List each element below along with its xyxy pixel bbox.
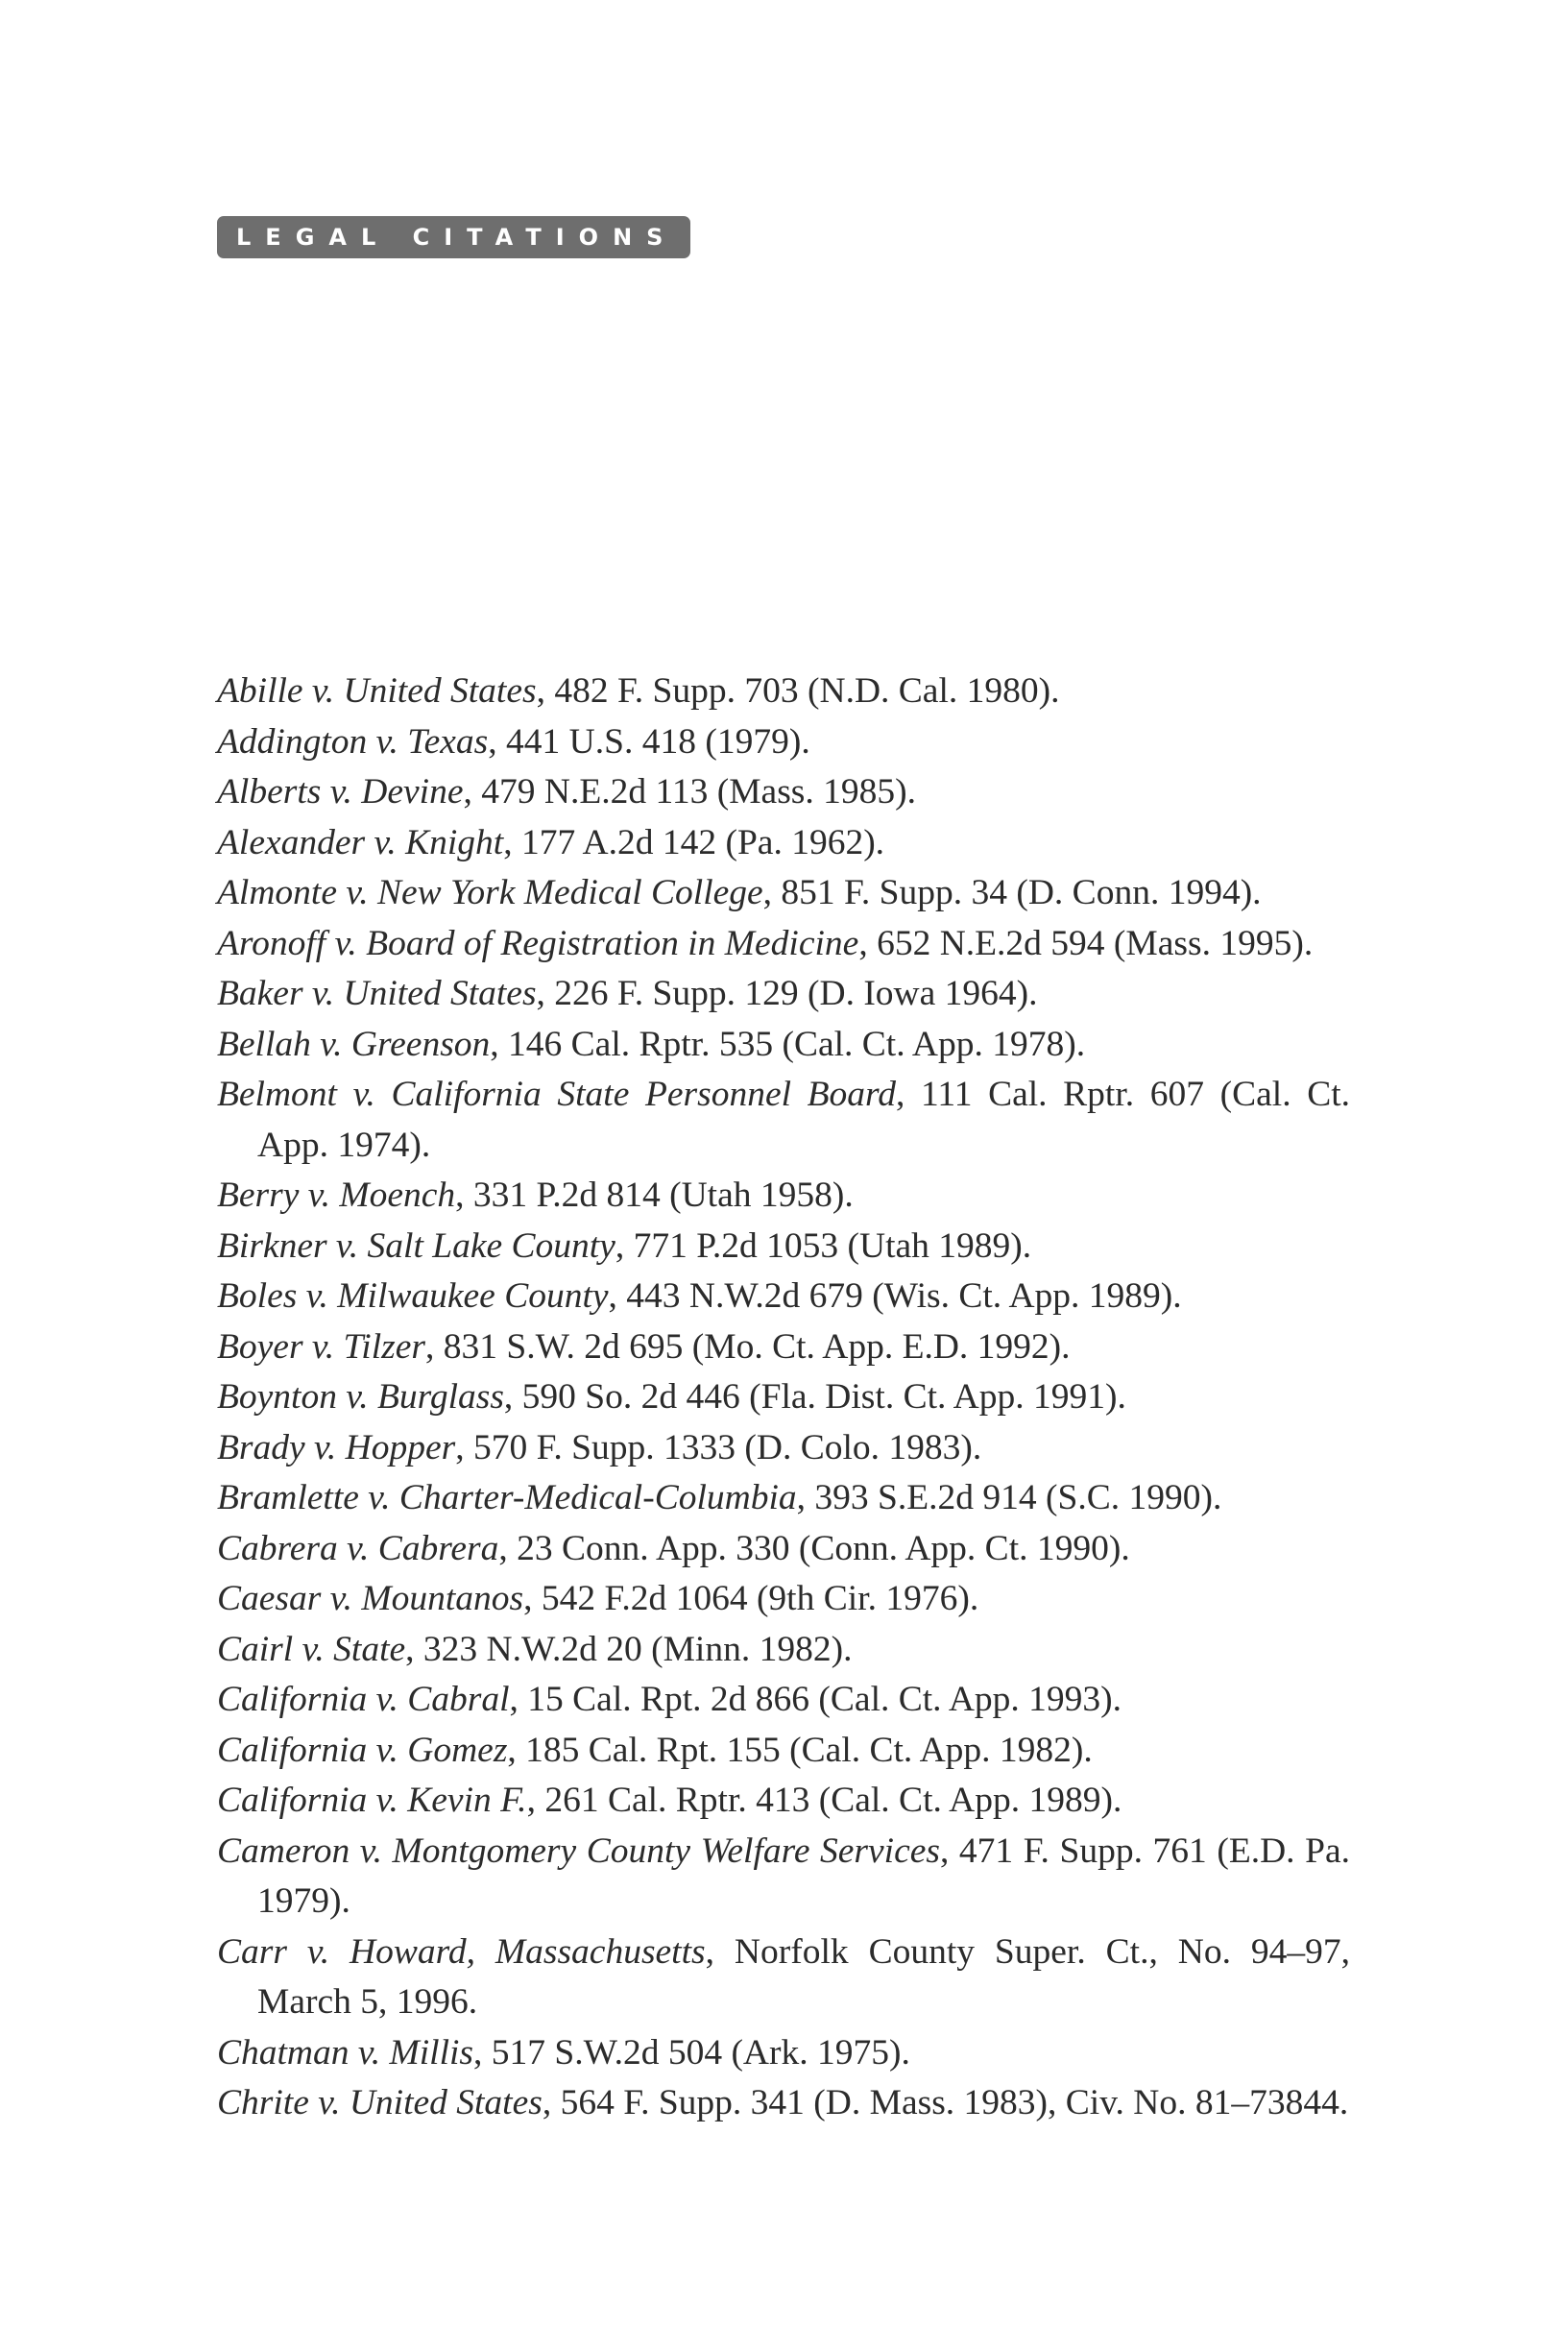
case-name: Brady v. Hopper (217, 1427, 456, 1467)
case-name: Alexander v. Knight (217, 822, 504, 862)
case-reference: , 851 F. Supp. 34 (D. Conn. 1994). (762, 873, 1262, 912)
citation-item (217, 1928, 1350, 2028)
citation-item (217, 2028, 1350, 2079)
citation-item (217, 1372, 1350, 1423)
case-name: California v. Kevin F. (217, 1781, 527, 1820)
citation-item (217, 717, 1350, 768)
citation-item (217, 1020, 1350, 1071)
case-name: Caesar v. Mountanos (217, 1579, 524, 1618)
citation-item (217, 767, 1350, 818)
case-reference: , 185 Cal. Rpt. 155 (Cal. Ct. App. 1982). (507, 1730, 1093, 1770)
case-name: Addington v. Texas (217, 721, 489, 762)
case-reference: , 570 F. Supp. 1333 (D. Colo. 1983). (455, 1427, 982, 1467)
case-name: Aronoff v. Board of Registration in Medicine (217, 923, 859, 963)
case-reference: , 564 F. Supp. 341 (D. Mass. 1983), Civ. No. 81–73844. (542, 2083, 1349, 2122)
citation-item (217, 1524, 1350, 1575)
case-reference: , 441 U.S. 418 (1979). (488, 721, 810, 762)
case-reference: , 323 N.W.2d 20 (Minn. 1982). (405, 1629, 853, 1669)
citation-item (217, 1322, 1350, 1373)
case-reference: , 23 Conn. App. 330 (Conn. App. Ct. 1990). (498, 1528, 1130, 1568)
case-name: Cameron v. Montgomery County Welfare Services (217, 1831, 940, 1871)
case-reference: , 590 So. 2d 446 (Fla. Dist. Ct. App. 1991). (503, 1377, 1126, 1417)
citation-list (217, 667, 1350, 2129)
case-name: California v. Cabral (217, 1680, 510, 1719)
case-name: Baker v. United States (217, 974, 537, 1013)
case-name: Chrite v. United States (217, 2083, 543, 2122)
citation-item (217, 868, 1350, 919)
case-name: Bellah v. Greenson (217, 1024, 491, 1064)
case-reference: , 111 Cal. Rptr. 607 (Cal. Ct. App. 1974). (257, 1075, 1350, 1165)
case-reference: , 15 Cal. Rpt. 2d 866 (Cal. Ct. App. 1993). (509, 1680, 1122, 1719)
citation-item (217, 1272, 1350, 1322)
case-reference: , 226 F. Supp. 129 (D. Iowa 1964). (536, 974, 1038, 1013)
case-reference: , 443 N.W.2d 679 (Wis. Ct. App. 1989). (608, 1276, 1182, 1316)
citation-item (217, 818, 1350, 869)
citation-item (217, 1675, 1350, 1726)
citation-item (217, 919, 1350, 970)
case-reference: , 146 Cal. Rptr. 535 (Cal. Ct. App. 1978). (490, 1024, 1086, 1064)
case-reference: , 517 S.W.2d 504 (Ark. 1975). (473, 2032, 910, 2073)
section-header-tab: LEGAL CITATIONS (217, 216, 690, 258)
case-reference: , 831 S.W. 2d 695 (Mo. Ct. App. E.D. 1992). (424, 1326, 1071, 1367)
citation-item (217, 1625, 1350, 1676)
citation-item (217, 1574, 1350, 1625)
citation-item (217, 1171, 1350, 1222)
citation-item (217, 2078, 1350, 2129)
case-reference: , 479 N.E.2d 113 (Mass. 1985). (463, 772, 916, 812)
case-reference: , 331 P.2d 814 (Utah 1958). (455, 1176, 854, 1215)
case-name: Birkner v. Salt Lake County (217, 1225, 615, 1266)
case-reference: , 393 S.E.2d 914 (S.C. 1990). (796, 1478, 1222, 1517)
case-name: Boles v. Milwaukee County (217, 1276, 609, 1316)
citation-item (217, 969, 1350, 1020)
case-name: Almonte v. New York Medical College (217, 873, 763, 912)
citation-item (217, 1827, 1350, 1928)
case-name: Carr v. Howard, Massachusetts (217, 1931, 706, 1972)
case-name: Belmont v. California State Personnel Board (217, 1075, 896, 1114)
case-reference: , 542 F.2d 1064 (9th Cir. 1976). (523, 1579, 979, 1618)
case-name: Boynton v. Burglass (217, 1377, 504, 1417)
case-name: Chatman v. Millis (217, 2032, 474, 2073)
citation-item (217, 1776, 1350, 1827)
case-name: Abille v. United States (217, 671, 537, 711)
case-reference: , 177 A.2d 142 (Pa. 1962). (503, 822, 885, 862)
case-name: California v. Gomez (217, 1730, 508, 1770)
case-reference: , 771 P.2d 1053 (Utah 1989). (615, 1225, 1032, 1266)
case-name: Bramlette v. Charter-Medical-Columbia (217, 1478, 797, 1517)
citation-item (217, 1726, 1350, 1777)
citation-item (217, 1473, 1350, 1524)
case-reference: , 482 F. Supp. 703 (N.D. Cal. 1980). (536, 671, 1060, 711)
case-reference: , 261 Cal. Rptr. 413 (Cal. Ct. App. 1989). (526, 1781, 1122, 1820)
case-name: Alberts v. Devine (217, 772, 464, 812)
case-reference: , 652 N.E.2d 594 (Mass. 1995). (858, 923, 1314, 963)
citation-item (217, 667, 1350, 717)
case-name: Cairl v. State (217, 1629, 406, 1669)
case-name: Cabrera v. Cabrera (217, 1528, 499, 1568)
citation-item (217, 1222, 1350, 1273)
citation-item (217, 1070, 1350, 1171)
case-reference: , Norfolk County Super. Ct., No. 94–97, March 5, 1996. (257, 1931, 1351, 2022)
case-name: Boyer v. Tilzer (217, 1326, 425, 1367)
case-name: Berry v. Moench (217, 1176, 456, 1215)
citation-item (217, 1423, 1350, 1474)
case-reference: , 471 F. Supp. 761 (E.D. Pa. 1979). (257, 1831, 1350, 1921)
